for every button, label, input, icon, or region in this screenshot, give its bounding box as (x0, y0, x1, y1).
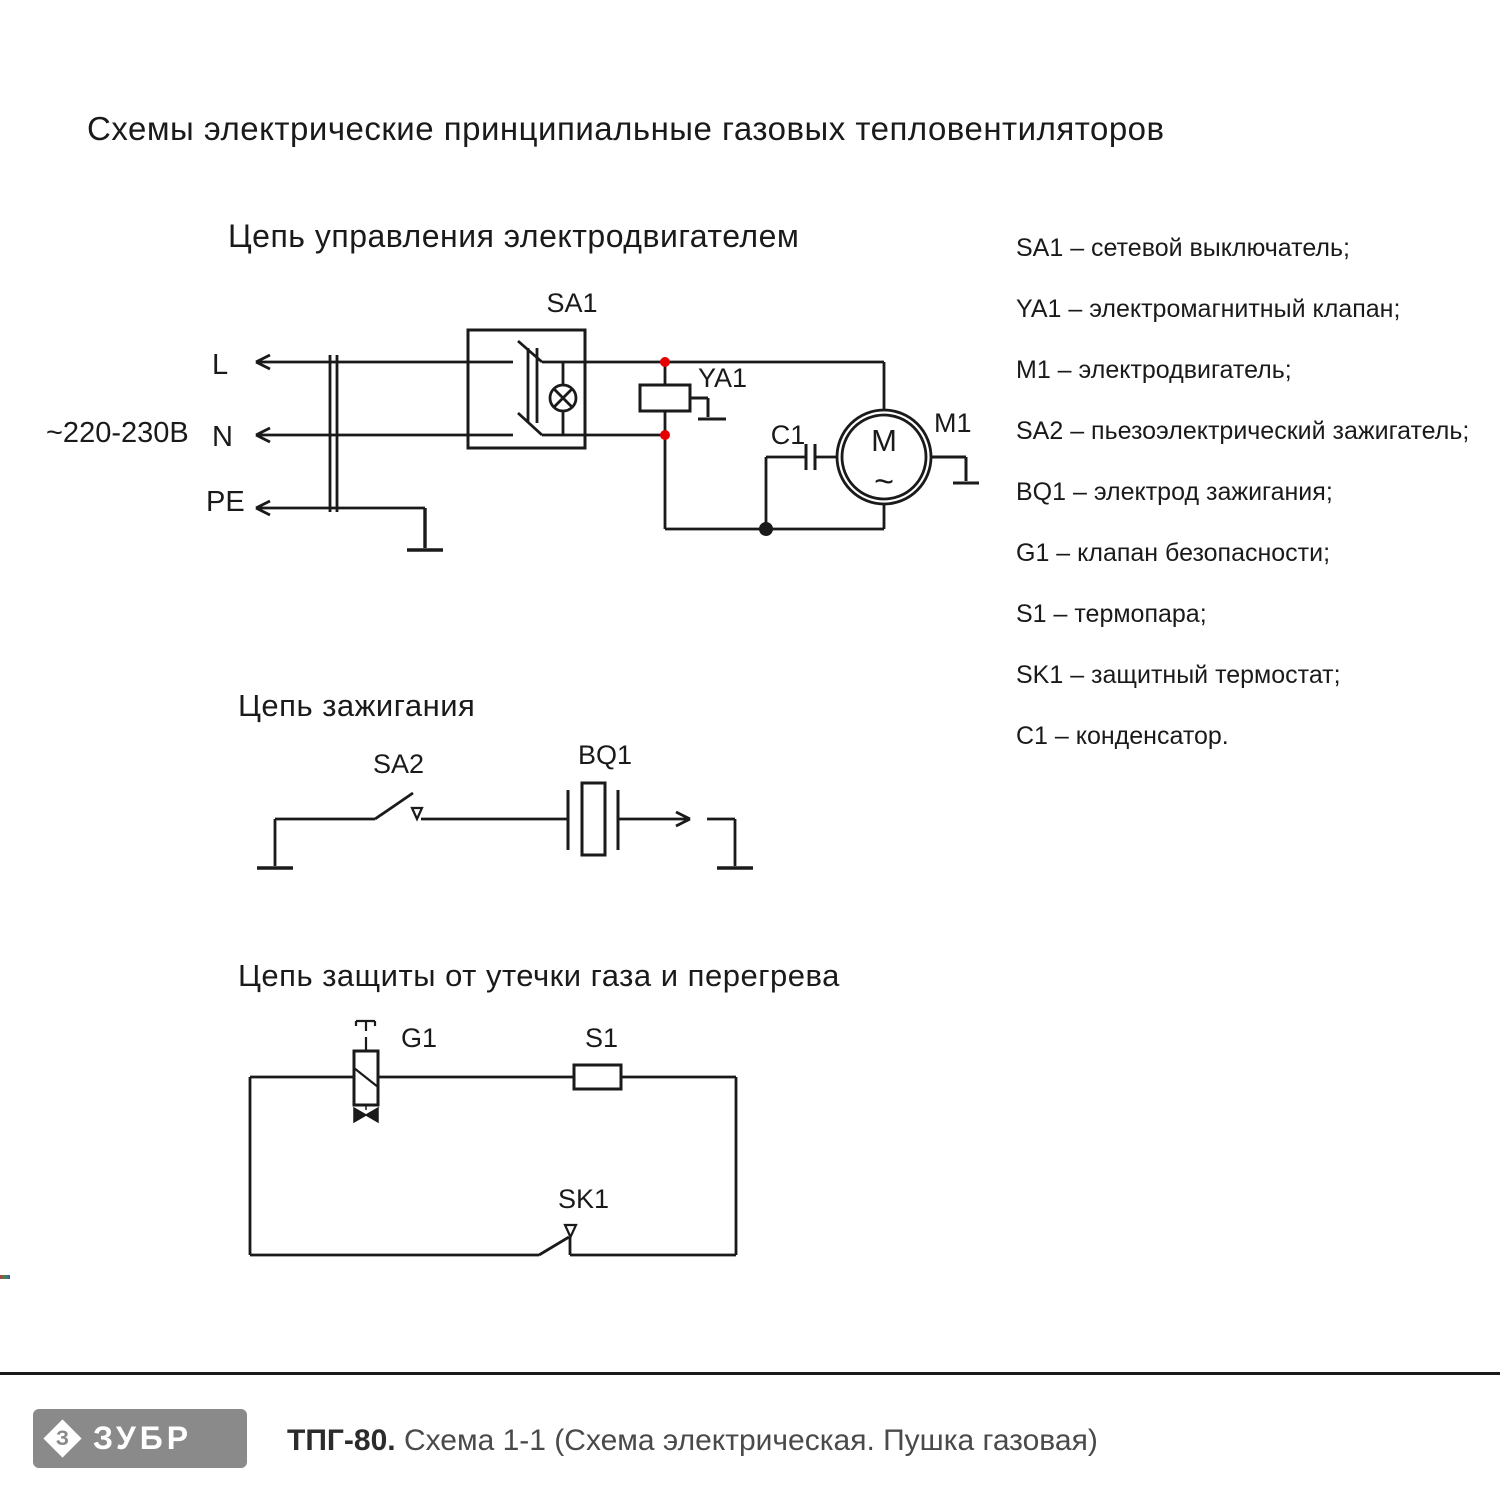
g1-label: G1 (401, 1023, 438, 1053)
footer-caption: Схема 1-1 (Схема электрическая. Пушка газовая) (403, 1424, 1098, 1457)
sa1-contacts (468, 341, 585, 435)
g1-valve-bowtie (354, 1105, 378, 1122)
circuit1-title: Цепь управления электродвигателем (228, 218, 800, 254)
wire-n (256, 428, 468, 442)
footer-separator (0, 1372, 1500, 1375)
line-label-n: N (212, 421, 233, 453)
ya1-ground (690, 398, 726, 419)
legend-item-m1: M1 – электродвигатель; (1016, 356, 1292, 384)
line-label-pe: PE (206, 486, 245, 518)
c1-plates (806, 444, 815, 470)
sk1-contact-triangle (565, 1225, 576, 1237)
wire-bottom (665, 504, 884, 529)
footer-model: ТПГ-80. (287, 1424, 396, 1457)
s1-label: S1 (585, 1023, 619, 1053)
loop-wires (250, 1077, 736, 1255)
legend-item-sa2: SA2 – пьезоэлектрический зажигатель; (1016, 417, 1470, 445)
c1-branch (766, 457, 837, 529)
zubr-brand-text: ЗУБР (93, 1420, 193, 1456)
bq1-crystal (582, 783, 605, 855)
m1-label: M1 (934, 408, 972, 438)
pe-ground (407, 508, 443, 550)
sa1-label: SA1 (546, 288, 598, 318)
line-label-l: L (212, 349, 229, 381)
legend-item-ya1: YA1 – электромагнитный клапан; (1016, 295, 1401, 323)
ya1-label: YA1 (698, 363, 748, 393)
circuit2-diagram (257, 783, 753, 868)
page-title: Схемы электрические принципиальные газовых тепловентиляторов (87, 110, 1165, 147)
motor-wave-symbol: ~ (874, 463, 894, 501)
sa2-left-lead (275, 819, 375, 866)
sa1-lamp-cross (554, 389, 572, 407)
junction-red-n (660, 430, 670, 440)
bq1-electrode-stub (707, 819, 735, 866)
circuit2-title: Цепь зажигания (238, 688, 476, 723)
s1-body (574, 1065, 621, 1089)
zubr-logo (33, 1409, 247, 1468)
stray-artifact (0, 1275, 10, 1279)
legend-item-g1: G1 – клапан безопасности; (1016, 539, 1331, 567)
bq1-output-arrow (618, 812, 690, 826)
circuit3-diagram (250, 1021, 736, 1255)
wire-l (256, 355, 468, 369)
zubr-logo-glyph: З (55, 1427, 70, 1450)
sk1-lever (539, 1237, 569, 1255)
c1-label: C1 (770, 420, 806, 450)
legend-item-bq1: BQ1 – электрод зажигания; (1016, 478, 1333, 506)
g1-sensor-antenna (356, 1021, 375, 1051)
legend-item-c1: C1 – конденсатор. (1016, 722, 1229, 750)
sk1-label: SK1 (558, 1184, 610, 1214)
junction-red-l (660, 357, 670, 367)
motor-ground (931, 457, 979, 483)
voltage-label: ~220-230В (46, 417, 189, 449)
circuit3-title: Цепь защиты от утечки газа и перегрева (238, 958, 840, 993)
legend-item-s1: S1 – термопара; (1016, 600, 1207, 628)
sa2-label: SA2 (373, 749, 425, 779)
legend-item-sa1: SA1 – сетевой выключатель; (1016, 234, 1350, 262)
sa2-lever (375, 793, 413, 819)
wire-pe (256, 501, 425, 515)
bq1-label: BQ1 (578, 740, 633, 770)
ya1-coil (640, 385, 690, 411)
motor-letter: M (871, 423, 897, 458)
terminal-block (330, 355, 337, 512)
junction-black (759, 522, 773, 536)
g1-valve-diagonal (354, 1068, 378, 1087)
legend-item-sk1: SK1 – защитный термостат; (1016, 661, 1341, 689)
sa2-contact-triangle (412, 808, 422, 819)
bq1-plates (568, 790, 618, 850)
footer-caption-line (287, 1424, 1098, 1458)
